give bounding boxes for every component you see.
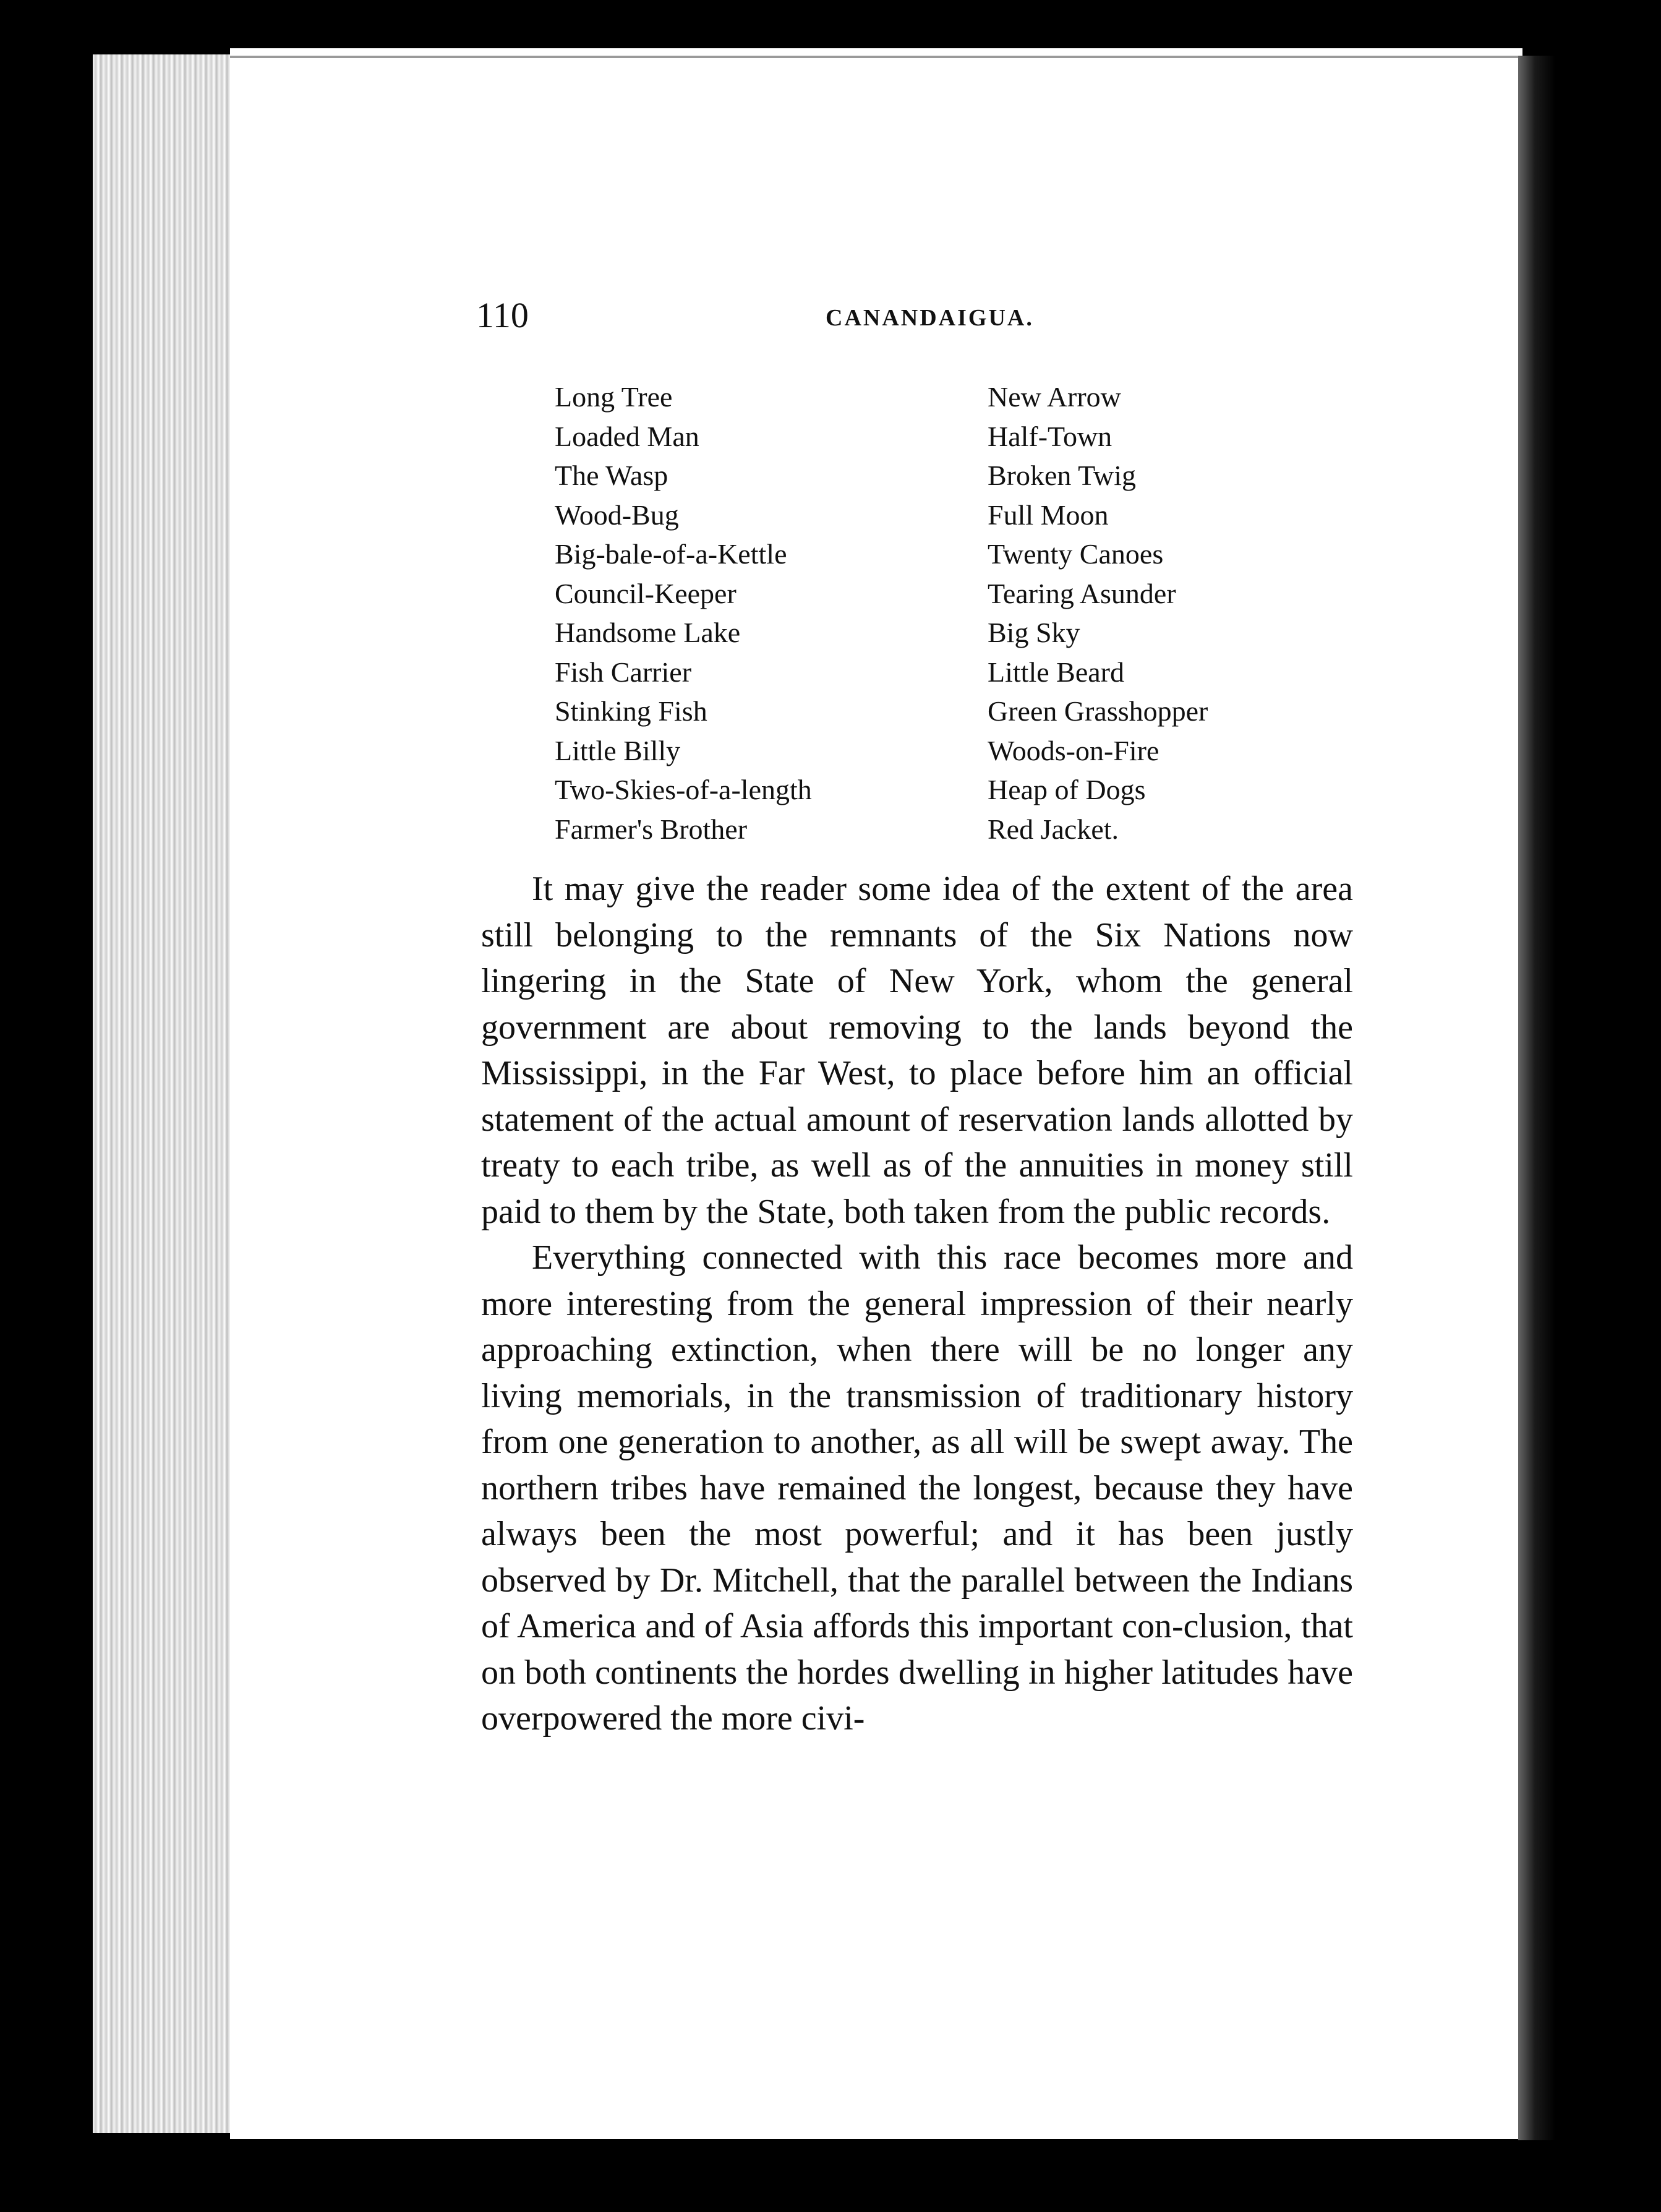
running-header [476, 294, 1441, 344]
list-item: Tearing Asunder [988, 577, 1176, 609]
list-item: Council-Keeper [555, 577, 737, 609]
list-item: Loaded Man [555, 420, 699, 452]
list-item: New Arrow [988, 381, 1121, 413]
list-item: Full Moon [988, 499, 1109, 531]
list-item: Green Grasshopper [988, 695, 1208, 727]
list-item: Twenty Canoes [988, 538, 1164, 570]
list-item: Farmer's Brother [555, 813, 748, 845]
list-item: Half-Town [988, 420, 1112, 452]
chief-names-left-column [555, 377, 812, 849]
body-text [481, 866, 1353, 1742]
list-item: Handsome Lake [555, 617, 741, 648]
list-item: Heap of Dogs [988, 774, 1146, 805]
list-item: The Wasp [555, 460, 668, 491]
list-item: Woods-on-Fire [988, 734, 1159, 766]
chief-names-right-column [988, 377, 1208, 849]
book-page-edges [93, 54, 235, 2133]
book-gutter-shadow [1518, 56, 1555, 2140]
list-item: Stinking Fish [555, 695, 707, 727]
list-item: Big Sky [988, 617, 1080, 648]
page-number: 110 [476, 295, 529, 335]
list-item: Broken Twig [988, 460, 1136, 491]
list-item: Fish Carrier [555, 656, 692, 688]
list-item: Little Billy [555, 734, 681, 766]
list-item: Red Jacket. [988, 813, 1119, 845]
paragraph: Everything connected with this race becomes more and more interesting from the general impression of their nearly approaching extinction, when there will be no longer any living memorials, in the transmission of traditionary history from one generation to another, as all will be swept away. The northern tribes have remained the longest, because they have always been the most powerful; and it has been justly observed by Dr. Mitchell, that the parallel between the Indians of America and of Asia affords this important con-clusion, that on both continents the hordes dwelling in higher latitudes have overpowered the more civi- [481, 1238, 1353, 1738]
list-item: Little Beard [988, 656, 1124, 688]
running-title: CANANDAIGUA. [826, 305, 1034, 331]
list-item: Long Tree [555, 381, 673, 413]
list-item: Big-bale-of-a-Kettle [555, 538, 787, 570]
paragraph: It may give the reader some idea of the extent of the area still belonging to the remnants of the Six Nations now lingering in the State of New York, whom the general government are about removing to the lands beyond the Mississippi, in the Far West, to place before him an official statement of the actual amount of reservation lands allotted by treaty to each tribe, as well as of the annuities in money still paid to them by the State, both taken from the public records. [481, 870, 1353, 1231]
list-item: Wood-Bug [555, 499, 679, 531]
list-item: Two-Skies-of-a-length [555, 774, 812, 805]
